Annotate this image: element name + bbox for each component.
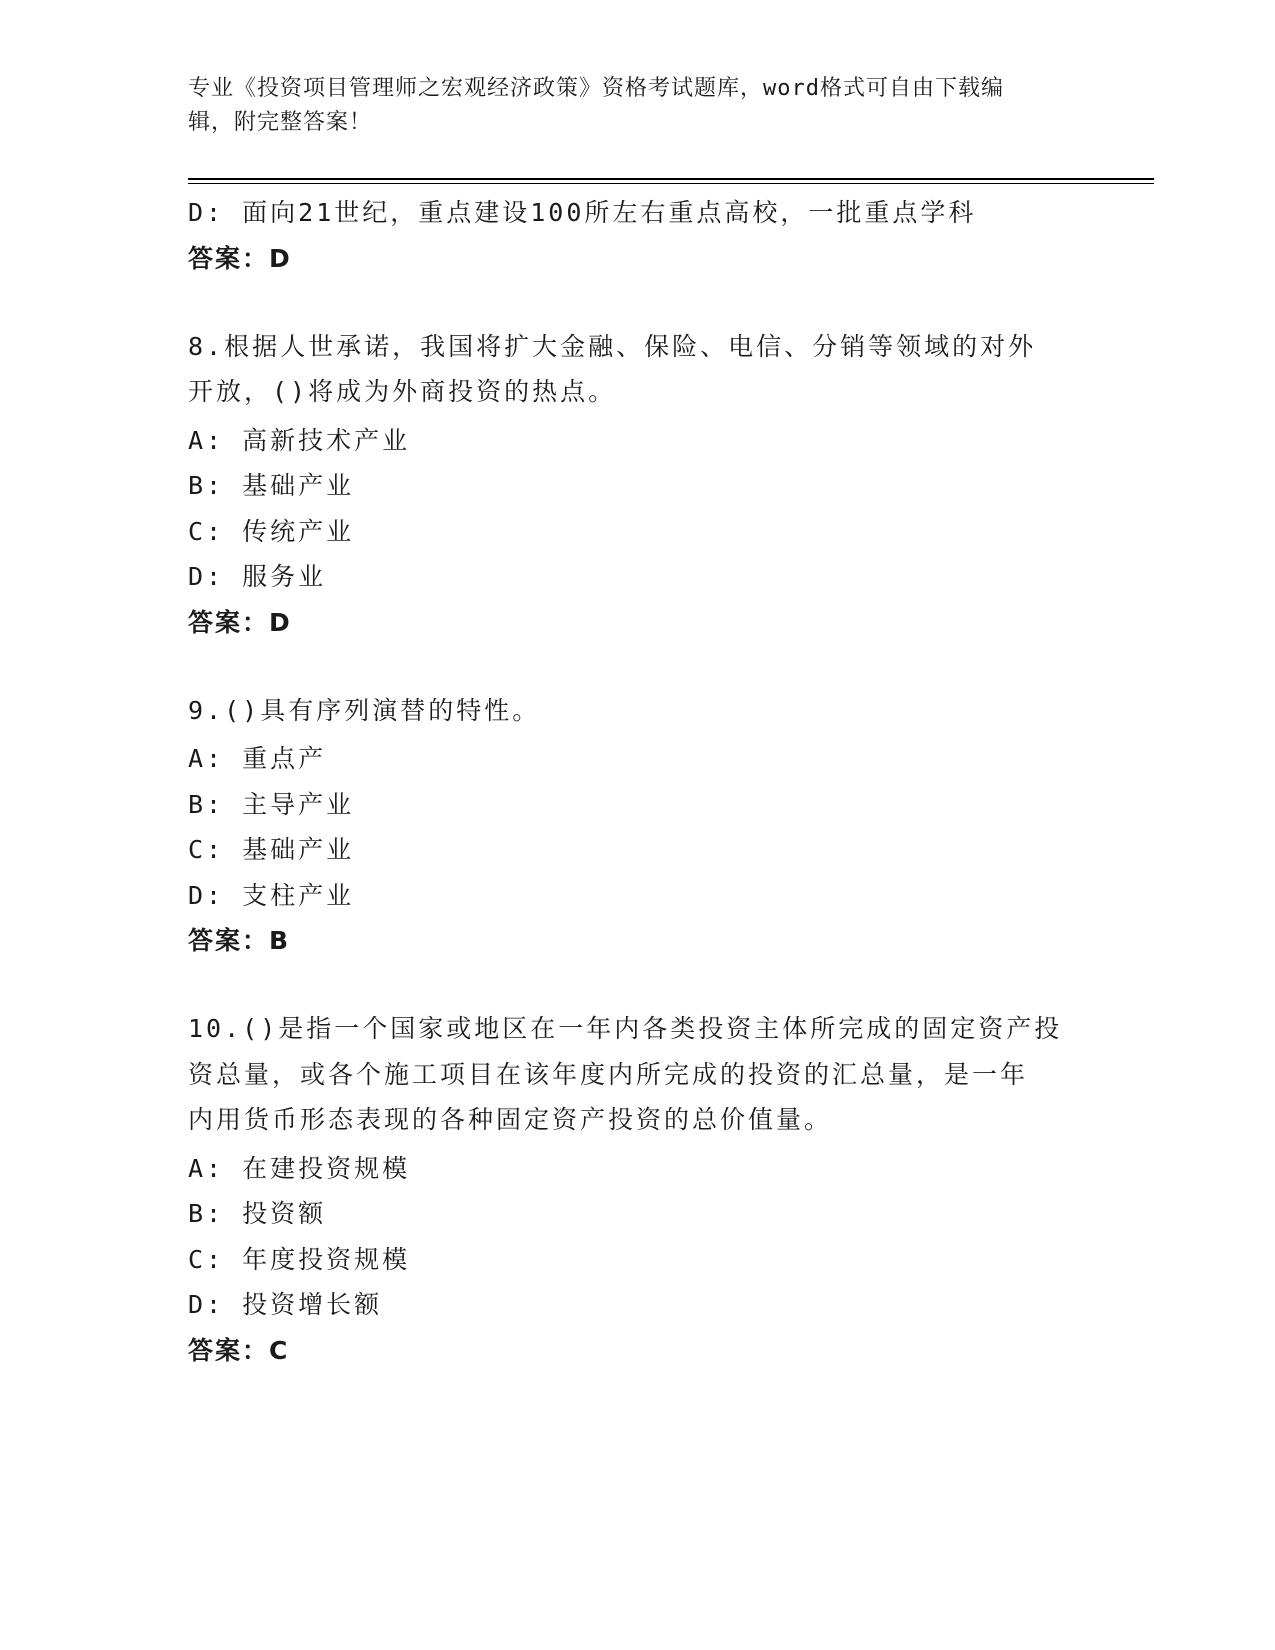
option-c: C: 基础产业 [188, 835, 355, 864]
question-stem: 开放，()将成为外商投资的热点。 [188, 377, 617, 406]
option-a: A: 在建投资规模 [188, 1153, 411, 1183]
option-b: B: 主导产业 [188, 789, 355, 819]
question-8 [188, 327, 1088, 646]
spacer [188, 281, 1088, 327]
header-divider [188, 178, 1154, 184]
question-9 [188, 691, 1088, 964]
option-a: A: 重点产 [188, 744, 327, 773]
answer-label: 答案：D [188, 607, 292, 637]
document-header [188, 72, 1068, 140]
option-d: D: 支柱产业 [188, 880, 355, 910]
question-10 [188, 1009, 1088, 1373]
spacer [188, 645, 1088, 691]
spacer [188, 964, 1088, 1010]
question-stem: 8.根据人世承诺，我国将扩大金融、保险、电信、分销等领域的对外 [188, 331, 1037, 361]
option-a: A: 高新技术产业 [188, 425, 411, 455]
option-d: D: 投资增长额 [188, 1290, 383, 1319]
option-c: C: 年度投资规模 [188, 1244, 411, 1274]
question-list [188, 190, 1088, 1373]
question-stem: 内用货币形态表现的各种固定资产投资的总价值量。 [188, 1105, 833, 1134]
question-stem: 资总量，或各个施工项目在该年度内所完成的投资的汇总量，是一年 [188, 1059, 1029, 1089]
answer-label: 答案：B [188, 926, 291, 955]
header-line-1: 专业《投资项目管理师之宏观经济政策》资格考试题库，word格式可自由下载编 [188, 76, 1004, 101]
option-d: D: 面向21世纪，重点建设100所左右重点高校，一批重点学科 [188, 198, 977, 227]
question-stem: 9.()具有序列演替的特性。 [188, 695, 541, 725]
option-b: B: 基础产业 [188, 471, 355, 500]
answer-label: 答案：C [188, 1335, 290, 1365]
option-c: C: 传统产业 [188, 516, 355, 546]
option-d: D: 服务业 [188, 562, 327, 591]
header-line-2: 辑，附完整答案！ [188, 110, 373, 135]
question-stem: 10.()是指一个国家或地区在一年内各类投资主体所完成的固定资产投 [188, 1014, 1063, 1043]
option-b: B: 投资额 [188, 1199, 327, 1228]
answer-label: 答案：D [188, 243, 292, 273]
